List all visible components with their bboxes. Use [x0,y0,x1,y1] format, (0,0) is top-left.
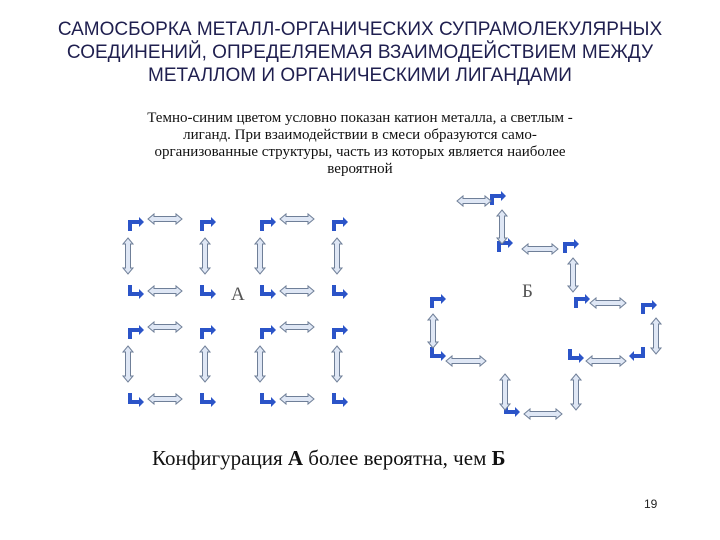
metal-cation [262,217,276,231]
conclusion-a: А [287,446,304,470]
description-line: лиганд. При взаимодействии в смеси образуются само- [183,127,537,143]
ligand-arrow [651,318,661,354]
ligand-arrow [522,244,558,254]
conclusion-prefix: Конфигурация [152,446,288,470]
ligand-arrow [590,298,626,308]
conclusion-b: Б [491,446,506,470]
ligand-arrow [148,214,182,224]
metal-cation [262,393,276,407]
metal-cation [130,393,144,407]
metal-cation [629,347,643,361]
ligand-arrow [571,374,581,410]
metal-cation [130,217,144,231]
ligand-arrow [524,409,562,419]
metal-cation [262,325,276,339]
metal-cation [565,239,579,253]
ligand-arrow [332,238,342,274]
metal-cation [202,325,216,339]
description-line: Темно-синим цветом условно показан катион металла, а светлым - [147,110,573,126]
title-line: САМОСБОРКА МЕТАЛЛ-ОРГАНИЧЕСКИХ СУПРАМОЛЕКУЛЯРНЫХ [57,19,663,40]
ligand-arrow [255,238,265,274]
metal-cation [262,285,276,299]
metal-cation [576,294,590,308]
description-line: организованные структуры, часть из которых является наиболее [154,144,566,160]
title-line: СОЕДИНЕНИЙ, ОПРЕДЕЛЯЕМАЯ ВЗАИМОДЕЙСТВИЕМ МЕЖДУ [66,42,654,63]
ligand-arrow [148,322,182,332]
ligand-arrow [148,394,182,404]
metal-cation [432,347,446,361]
ligand-arrow [255,346,265,382]
ligand-arrow [332,346,342,382]
ligand-arrow [200,238,210,274]
ligand-arrow [280,286,314,296]
ligand-arrow [586,356,626,366]
description-line: вероятной [327,161,393,177]
ligand-arrow [200,346,210,382]
ligand-arrow [446,356,486,366]
metal-cation [492,191,506,205]
metal-cation [334,325,348,339]
metal-cation [334,285,348,299]
ligand-arrow [148,286,182,296]
page-number: 19 [644,497,658,511]
ligand-arrow [123,346,133,382]
ligand-arrow [457,196,491,206]
configuration-b-label: Б [522,281,533,302]
metal-cation [202,285,216,299]
metal-cation [570,349,584,363]
ligand-arrow [568,258,578,292]
metal-cation [643,300,657,314]
ligand-arrow [428,314,438,348]
metal-cation [130,325,144,339]
ligand-arrow [500,374,510,410]
metal-cation [130,285,144,299]
ligand-arrow [280,214,314,224]
metal-cation [202,393,216,407]
title-line: МЕТАЛЛОМ И ОРГАНИЧЕСКИМИ ЛИГАНДАМИ [148,65,572,86]
configuration-a-label: А [231,284,245,305]
conclusion-text [152,446,506,471]
conclusion-middle: более вероятна, чем [303,446,492,470]
ligand-arrow [123,238,133,274]
metal-cation [202,217,216,231]
ligand-arrow [280,322,314,332]
ligand-arrow [280,394,314,404]
metal-cation [432,294,446,308]
metal-cation [334,393,348,407]
metal-cation [334,217,348,231]
ligand-arrow [497,210,507,244]
